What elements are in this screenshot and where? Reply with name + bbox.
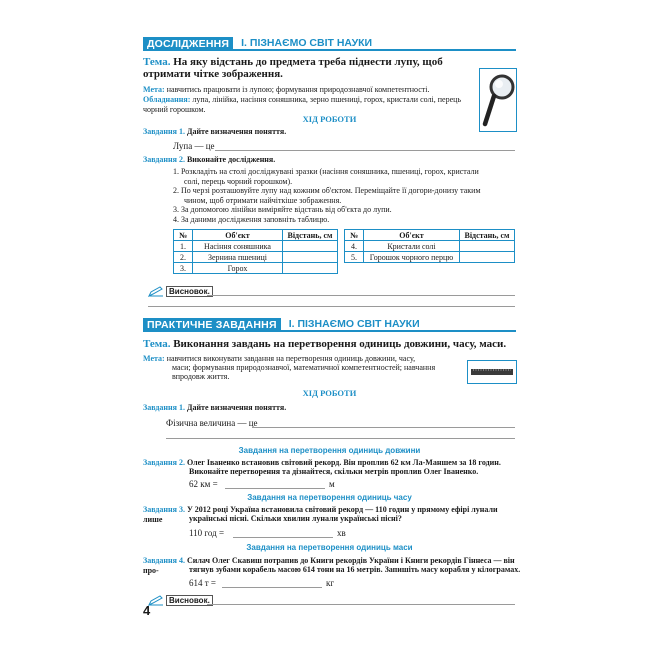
task2 (143, 155, 275, 165)
hint-length: Завдання на перетворення одиниць довжини (238, 446, 421, 455)
results-table-left (173, 229, 338, 274)
section-heading: І. ПІЗНАЄМО СВІТ НАУКИ (281, 318, 516, 332)
row-number: 1. (174, 241, 193, 252)
equipment-label: Обладнання: (143, 95, 191, 104)
step-line: солі, перець чорний горошком). (184, 176, 293, 186)
task2-label: Завдання 2. (143, 155, 185, 164)
answer-line[interactable] (207, 604, 515, 605)
task4-line: Силач Олег Скавиш потрапив до Книги рекордів України і Книги рекордів Гіннеса — він про- (143, 556, 515, 575)
distance-cell[interactable] (283, 241, 338, 252)
topic-label: Тема. (143, 56, 171, 68)
task3-label: Завдання 3. (143, 505, 185, 514)
conclusion-label: Висновок. (166, 286, 213, 297)
distance-cell[interactable] (283, 263, 338, 274)
row-number: 5. (345, 252, 364, 263)
progress-title: ХІД РОБОТИ (302, 114, 357, 124)
task1-term: Фізична величина — це (166, 418, 258, 428)
steps-list (173, 167, 516, 224)
task4-value: 614 т = (189, 578, 217, 588)
section-header-research (143, 37, 516, 51)
col-header: Відстань, см (460, 230, 515, 241)
section-tag: ДОСЛІДЖЕННЯ (143, 37, 233, 51)
task3-value: 110 год = (189, 528, 225, 538)
col-header: № (345, 230, 364, 241)
step-line: 1. Розкладіть на столі досліджувані зразки (насіння соняшника, пшениці, горох, кристали (173, 167, 479, 176)
conclusion-label: Висновок. (166, 595, 213, 606)
answer-line[interactable] (166, 438, 515, 439)
goal-label: Мета: (143, 85, 165, 94)
hint-time: Завдання на перетворення одиниць часу (247, 493, 412, 502)
row-number: 3. (174, 263, 193, 274)
section-header-practical (143, 318, 516, 332)
goal-text: навчитися виконувати завдання на перетворення одиниць довжини, часу, (166, 354, 416, 363)
task1-text: Дайте визначення поняття. (186, 127, 287, 136)
task1 (143, 403, 286, 413)
row-number: 2. (174, 252, 193, 263)
pencil-icon (148, 595, 164, 606)
step-line: 4. За даними дослідження заповніть таблицю. (173, 214, 330, 224)
section-tag: ПРАКТИЧНЕ ЗАВДАННЯ (143, 318, 281, 332)
pencil-icon (148, 286, 164, 297)
answer-line[interactable] (148, 306, 515, 307)
answer-line[interactable] (225, 488, 325, 489)
row-object: Насіння соняшника (193, 241, 283, 252)
ruler-icon (468, 361, 516, 383)
col-header: Об'єкт (364, 230, 460, 241)
task3-unit: хв (337, 528, 346, 538)
topic (143, 338, 516, 350)
distance-cell[interactable] (283, 252, 338, 263)
answer-line[interactable] (233, 537, 333, 538)
task4-unit: кг (326, 578, 335, 588)
task4-label: Завдання 4. (143, 556, 185, 565)
task2-unit: м (329, 479, 335, 489)
task2-line: Олег Іваненко встановив світовий рекорд. Він проплив 62 км Ла-Маншем за 18 годин. (186, 458, 501, 467)
row-number: 4. (345, 241, 364, 252)
task2-line: Виконайте перетворення та дізнайтеся, скільки метрів проплив Олег Іваненко. (189, 467, 479, 476)
task2-label: Завдання 2. (143, 458, 185, 467)
results-table-right (344, 229, 515, 263)
task2-value: 62 км = (189, 479, 218, 489)
distance-cell[interactable] (460, 252, 515, 263)
answer-line[interactable] (207, 295, 515, 296)
answer-line[interactable] (215, 150, 515, 151)
answer-line[interactable] (252, 427, 515, 428)
topic (143, 56, 473, 80)
section-heading: І. ПІЗНАЄМО СВІТ НАУКИ (233, 37, 516, 51)
task2-text: Виконайте дослідження. (186, 155, 276, 164)
conclusion (148, 595, 213, 606)
equipment (143, 95, 473, 114)
col-header: № (174, 230, 193, 241)
topic-label: Тема. (143, 338, 171, 350)
goal-line: впродовж життя. (172, 372, 230, 381)
table-row (174, 252, 338, 263)
row-object: Горошок чорного перцю (364, 252, 460, 263)
topic-text: Виконання завдань на перетворення одиниць довжини, часу, маси. (173, 338, 507, 350)
task4-line: тягнув зубами корабель масою 614 тони на 16 метрів. Запишіть масу корабля у кілограмах. (189, 565, 521, 574)
col-header: Об'єкт (193, 230, 283, 241)
task1-term: Лупа — це (173, 141, 215, 151)
progress-title: ХІД РОБОТИ (302, 388, 357, 398)
task1 (143, 127, 286, 137)
conclusion (148, 286, 213, 297)
distance-cell[interactable] (460, 241, 515, 252)
col-header: Відстань, см (283, 230, 338, 241)
topic-text: На яку відстань до предмета треба піднести лупу, щоб отримати чітке зображення. (143, 56, 443, 80)
step-line: 3. За допомогою лінійки виміряйте відстань від об'єкта до лупи. (173, 205, 392, 214)
ruler-image (467, 360, 517, 384)
table-row (174, 241, 338, 252)
table-header-row (174, 230, 338, 241)
task1-label: Завдання 1. (143, 403, 185, 412)
task1-text: Дайте визначення поняття. (186, 403, 287, 412)
row-object: Зернина пшениці (193, 252, 283, 263)
hint-mass: Завдання на перетворення одиниць маси (246, 543, 413, 552)
table-header-row (345, 230, 515, 241)
table-row (345, 252, 515, 263)
goal (143, 85, 473, 95)
answer-line[interactable] (222, 587, 322, 588)
step-line: чином, щоб отримати найчіткіше зображення. (184, 195, 342, 205)
table-row (345, 241, 515, 252)
table-row (174, 263, 338, 274)
page-number: 4 (143, 603, 151, 618)
task1-label: Завдання 1. (143, 127, 185, 136)
goal-line: маси; формування природознавчої, математичної компетентностей; навчання (172, 363, 436, 372)
row-object: Горох (193, 263, 283, 274)
step-line: 2. По черзі розташовуйте лупу над кожним об'єктом. Переміщайте її догори-донизу таким (173, 186, 481, 195)
task3-line: українські пісні. Скільки хвилин лунали українські пісні? (189, 514, 402, 523)
goal-label: Мета: (143, 354, 165, 363)
task3-line: У 2012 році Україна встановила світовий рекорд — 110 годин у прямому ефірі лунали лише (143, 505, 498, 524)
equipment-text: лупа, лінійка, насіння соняшника, зерно пшениці, горох, кристали солі, перець чорний горошком. (143, 95, 462, 114)
row-object: Кристали солі (364, 241, 460, 252)
goal-text: навчитись працювати із лупою; формування природознавчої компетентності. (166, 85, 430, 94)
